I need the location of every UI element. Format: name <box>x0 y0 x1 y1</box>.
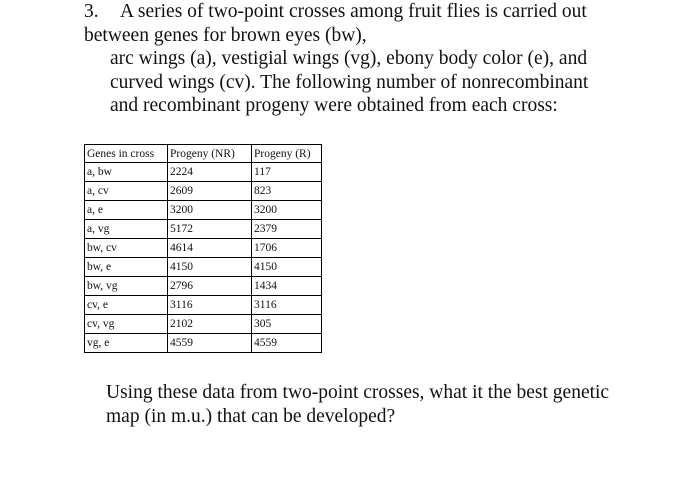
cell-genes: a, cv <box>85 182 168 201</box>
cell-genes: vg, e <box>85 334 168 353</box>
cell-progeny-r: 823 <box>252 182 322 201</box>
table-row <box>85 296 322 315</box>
cell-genes: a, e <box>85 201 168 220</box>
table-row <box>85 239 322 258</box>
cell-progeny-r: 1706 <box>252 239 322 258</box>
question-line-2: between genes for brown eyes (bw), <box>84 24 367 46</box>
question-number: 3. <box>84 1 99 22</box>
question-line-3: arc wings (a), vestigial wings (vg), ebony body color (e), and <box>110 48 588 69</box>
cell-genes: cv, e <box>85 296 168 315</box>
question-line-1 <box>84 0 684 24</box>
followup-line-1: Using these data from two-point crosses, what it the best genetic <box>106 382 610 403</box>
question-text <box>84 0 684 118</box>
cell-genes: bw, vg <box>85 277 168 296</box>
cell-genes: a, bw <box>85 163 168 182</box>
cell-progeny-r: 4150 <box>252 258 322 277</box>
cell-progeny-r: 117 <box>252 163 322 182</box>
table-header-row <box>85 145 322 163</box>
followup-question <box>106 381 686 428</box>
question-line-1-text: A series of two-point crosses among fruit flies is carried out <box>120 1 587 22</box>
cell-genes: bw, cv <box>85 239 168 258</box>
table-row <box>85 315 322 334</box>
cell-progeny-nr: 2796 <box>168 277 252 296</box>
cell-progeny-r: 3116 <box>252 296 322 315</box>
cell-progeny-r: 1434 <box>252 277 322 296</box>
cell-progeny-nr: 2224 <box>168 163 252 182</box>
header-progeny-r: Progeny (R) <box>252 145 322 163</box>
question-line-5: and recombinant progeny were obtained from each cross: <box>110 95 558 116</box>
cell-genes: a, vg <box>85 220 168 239</box>
table-row <box>85 334 322 353</box>
question-line-4: curved wings (cv). The following number of nonrecombinant <box>110 71 589 93</box>
cell-progeny-nr: 5172 <box>168 220 252 239</box>
header-genes-in-cross: Genes in cross <box>85 145 168 163</box>
table-row <box>85 258 322 277</box>
cell-progeny-r: 4559 <box>252 334 322 353</box>
cell-progeny-nr: 4559 <box>168 334 252 353</box>
cell-genes: bw, e <box>85 258 168 277</box>
cell-progeny-r: 305 <box>252 315 322 334</box>
cell-progeny-nr: 4150 <box>168 258 252 277</box>
table-row <box>85 220 322 239</box>
cell-progeny-r: 2379 <box>252 220 322 239</box>
table-row <box>85 163 322 182</box>
cell-progeny-nr: 3116 <box>168 296 252 315</box>
table-row <box>85 201 322 220</box>
cell-progeny-nr: 2102 <box>168 315 252 334</box>
cell-progeny-r: 3200 <box>252 201 322 220</box>
table-row <box>85 182 322 201</box>
table-row <box>85 277 322 296</box>
followup-line-2: map (in m.u.) that can be developed? <box>106 405 396 427</box>
crosses-table <box>84 144 322 353</box>
cell-progeny-nr: 2609 <box>168 182 252 201</box>
cell-progeny-nr: 4614 <box>168 239 252 258</box>
cell-progeny-nr: 3200 <box>168 201 252 220</box>
cell-genes: cv, vg <box>85 315 168 334</box>
header-progeny-nr: Progeny (NR) <box>168 145 252 163</box>
